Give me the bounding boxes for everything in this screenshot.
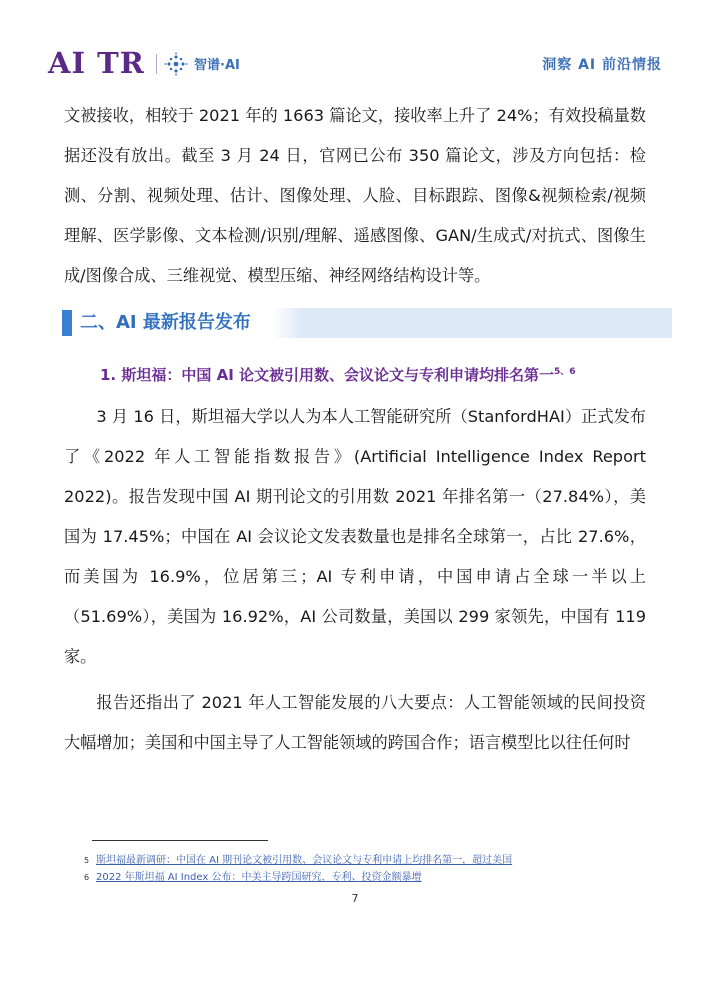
section-title: 二、AI 最新报告发布 xyxy=(80,312,251,333)
subheading-text: 1. 斯坦福：中国 AI 论文被引用数、会议论文与专利申请均排名第一 xyxy=(100,366,554,384)
section-heading xyxy=(62,308,672,338)
footnote-item xyxy=(84,869,644,886)
section-marker xyxy=(62,310,72,336)
page-content xyxy=(64,96,646,763)
footnote-link[interactable]: 斯坦福最新调研：中国在 AI 期刊论文被引用数、会议论文与专利申请上均排名第一，超过美国 xyxy=(96,855,513,866)
footnote-number: 6 xyxy=(84,873,90,882)
subheading xyxy=(100,360,646,387)
footnote-divider xyxy=(92,840,268,841)
page-header xyxy=(48,46,662,82)
paragraph-key-points: 报告还指出了 2021 年人工智能发展的八大要点：人工智能领域的民间投资大幅增加；美国和中国主导了人工智能领域的跨国合作；语言模型比以往任何时 xyxy=(64,693,646,752)
paragraph-stanford: 3 月 16 日，斯坦福大学以人为本人工智能研究所（StanfordHAI）正式发布了《2022 年人工智能指数报告》(Artificial Intelligence Index Report 2022)。报告发现中国 AI 期刊论文的引用数 2021 年排名第一（27.84%），美国为 17.45%；中国在 AI 会议论文发表数量也是排名全球第一，占比 27.6%，而美国为 16.9%，位居第三；AI 专利申请，中国申请占全球一半以上（51.69%），美国为 16.92%，AI 公司数量，美国以 299 家领先，中国有 119 家。 xyxy=(64,407,646,666)
brand-logo: AI TR xyxy=(48,46,145,80)
footnote-refs[interactable]: 5、6 xyxy=(554,367,576,377)
logo-text: 智谱·AI xyxy=(194,58,240,73)
paragraph-cvpr: 文被接收，相较于 2021 年的 1663 篇论文，接收率上升了 24%；有效投稿量数据还没有放出。截至 3 月 24 日，官网已公布 350 篇论文，涉及方向包括：检测、分割、视频处理、估计、图像处理、人脸、目标跟踪、图像&视频检索/视频理解、医学影像、文本检测/识别/理解、遥感图像、GAN/生成式/对抗式、图像生成/图像合成、三维视觉、模型压缩、神经网络结构设计等。 xyxy=(64,106,646,285)
dot-cluster-icon xyxy=(164,52,188,76)
footnotes xyxy=(84,852,644,886)
header-divider xyxy=(156,54,157,74)
header-tagline: 洞察 AI 前沿情报 xyxy=(542,57,662,73)
footnote-item xyxy=(84,852,644,869)
footnote-number: 5 xyxy=(84,856,90,865)
page-number: 7 xyxy=(351,892,359,905)
footnote-link[interactable]: 2022 年斯坦福 AI Index 公布：中美主导跨国研究，专利、投资金额暴增 xyxy=(96,872,422,883)
